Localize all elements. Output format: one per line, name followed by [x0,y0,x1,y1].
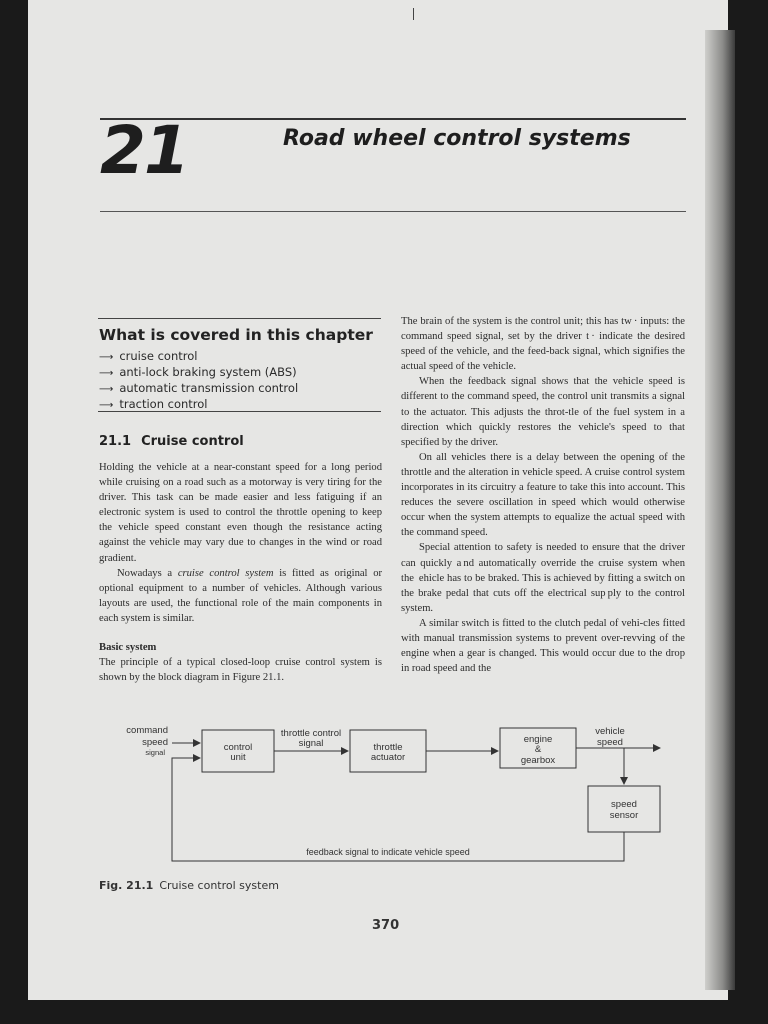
covered-list [99,349,298,413]
chapter-top-rule [100,118,686,120]
feedback-loop-arrow [172,758,624,861]
chapter-title: Road wheel control systems [283,126,631,151]
left-column [99,460,382,685]
paragraph: Holding the vehicle at a near-constant speed for a long period while cruising on a road such as a motorway is very tiring for the driver. This task can be made easier and less fatiguing if an electronic system is used to control the throttle opening to keep the vehicle speed constant even though the resistance acting against the vehicle may vary due to changes in the wind or road gradient. [99,462,382,564]
list-item: ⟶ anti-lock braking system (ABS) [99,365,297,379]
page-fold-shadow [705,30,735,990]
arrow-icon: ⟶ [99,400,114,411]
paragraph: Nowadays a cruise control system is fitted as original or optional equipment to a number of vehicles. Although various layouts are used, the functional role of the main components in each system is similar. [99,567,383,624]
subheading-basic-system: Basic system [99,642,157,654]
speed-sensor-label: sensor [609,810,639,821]
paragraph: A similar switch is fitted to the clutch pedal of vehi-cles fitted with manual transmission systems to prevent over-revving of the engine when a gear is changed. This would occur due to the drop in road speed and the [401,617,685,675]
vehicle-speed-label: speed [597,737,623,748]
speed-sensor-label: speed [611,799,637,810]
paragraph: Special attention to safety is needed to ensure that the driver can quickly a nd automatically override the cruise system when the ehicle has to be braked. This is achieved by fitting a switch on the brake pedal that cuts off the electrical sup ply to the control system. [401,542,685,614]
cruise-control-block-diagram [110,718,670,873]
actuator-label: throttle [373,742,403,753]
covered-bottom-rule [98,411,381,412]
feedback-label: feedback signal to indicate vehicle speed [306,847,470,857]
throttle-signal-label: throttle control [280,728,342,739]
paragraph: On all vehicles there is a delay between the opening of the throttle and the alteration in vehicle speed. A cruise control system incorporates in its circuitry a feature to take this into account. This reduces the severe oscillation in speed which would otherwise occur when the system attempts to equalize the actual speed with the command speed. [401,451,685,539]
control-unit-label: unit [230,752,246,763]
list-item: ⟶ traction control [99,397,208,411]
command-label: command [126,725,168,736]
chapter-number: 21 [100,112,188,189]
paragraph: The principle of a typical closed-loop cruise control system is shown by the block diagram in Figure 21.1. [99,657,382,684]
engine-label: & [534,744,542,755]
control-unit-label: control [223,742,253,753]
actuator-label: actuator [370,752,406,763]
list-item: ⟶ automatic transmission control [99,381,299,395]
vehicle-speed-label: vehicle [595,726,625,737]
arrow-icon: ⟶ [99,368,114,379]
list-item: ⟶ cruise control [99,349,198,363]
chapter-bottom-rule [100,211,686,212]
section-number: 21.1 [99,434,132,449]
throttle-signal-label: signal [298,738,324,749]
arrow-icon: ⟶ [99,352,114,363]
figure-label: Fig. 21.1 [99,879,154,892]
paragraph: The brain of the system is the control unit; this has tw · inputs: the command speed signal, set by the driver t · indicate the desired speed of the vehicle, and the feed-back signal, which signifies the actual speed of the vehicle. [401,316,685,373]
figure-caption-text: Cruise control system [159,879,279,892]
arrow-icon: ⟶ [99,384,114,395]
right-column [401,314,685,676]
page-number: 370 [372,918,400,933]
covered-top-rule [98,318,381,319]
command-label: signal [145,748,165,757]
engine-label: gearbox [520,755,556,766]
section-heading [99,434,244,449]
covered-heading: What is covered in this chapter [99,326,373,344]
section-title: Cruise control [141,434,244,449]
figure-caption [99,879,279,892]
paragraph: When the feedback signal shows that the vehicle speed is different to the command speed, the control unit transmits a signal to the actuator. This adjusts the throt-tle of the fuel system in a direction which quickly restores the vehicle's speed to that specified by the driver. [401,376,685,448]
command-label: speed [142,737,168,748]
engine-label: engine [523,734,553,745]
scan-mark [413,8,414,20]
